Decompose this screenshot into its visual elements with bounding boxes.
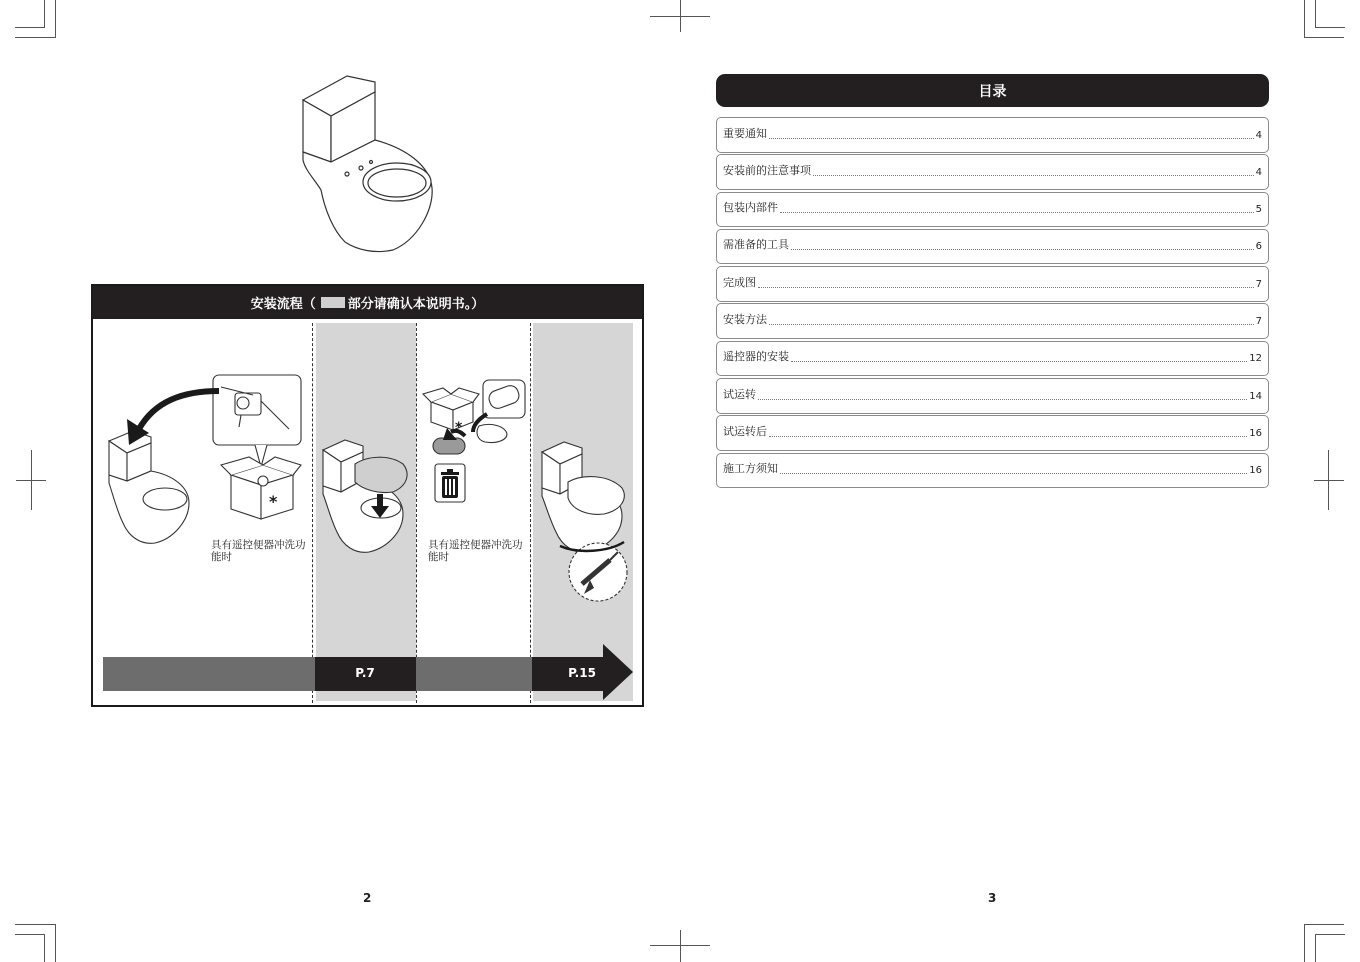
toc-item-page: 14	[1249, 390, 1262, 402]
crop-mark	[16, 480, 46, 481]
toc-item-label: 施工方须知	[723, 462, 778, 476]
crop-mark	[1304, 37, 1344, 38]
toc-dot-leader	[813, 175, 1254, 176]
toc-dot-leader	[791, 249, 1254, 250]
flow-title-note: 部分请确认本说明书。）	[347, 297, 485, 312]
crop-mark	[1315, 934, 1316, 962]
page-ref-p7: P.7	[355, 666, 375, 680]
toc-item-page: 4	[1255, 129, 1262, 141]
crop-mark	[1315, 934, 1345, 935]
svg-text:*: *	[269, 492, 278, 511]
toc-dot-leader	[769, 436, 1247, 437]
crop-mark	[650, 16, 710, 17]
toc-item-page: 4	[1255, 166, 1262, 178]
toc-dot-leader	[758, 287, 1254, 288]
step3-illustration	[421, 378, 531, 518]
install-flow-panel	[91, 284, 644, 707]
toilet-illustration	[295, 70, 440, 255]
toc-item-page: 12	[1249, 353, 1262, 365]
caption-step1: 具有遥控便器冲洗功能时	[211, 539, 306, 563]
toc-dot-leader	[769, 324, 1254, 325]
crop-mark	[15, 924, 55, 925]
toc-item-page: 16	[1249, 427, 1262, 439]
step4-illustration	[538, 434, 630, 602]
crop-mark	[1315, 0, 1316, 28]
crop-mark	[55, 0, 56, 38]
toc-item-label: 安装方法	[723, 312, 767, 326]
toc-dot-leader	[791, 361, 1247, 362]
toc-list	[716, 117, 1269, 490]
toc-item-after-test-run[interactable]	[716, 415, 1269, 451]
crop-mark	[15, 37, 55, 38]
toc-item-label: 包装内部件	[723, 201, 778, 215]
toc-dot-leader	[769, 138, 1254, 139]
toc-item-label: 安装前的注意事项	[723, 163, 811, 177]
toc-item-remote-installation[interactable]	[716, 341, 1269, 377]
crop-mark	[44, 0, 45, 28]
toc-item-installer-notes[interactable]	[716, 453, 1269, 489]
toc-item-completed-drawing[interactable]	[716, 266, 1269, 302]
crop-mark	[44, 934, 45, 962]
toc-item-label: 遥控器的安装	[723, 350, 789, 364]
toc-item-label: 试运转后	[723, 424, 767, 438]
crop-mark	[55, 924, 56, 962]
toc-dot-leader	[758, 399, 1247, 400]
crop-mark	[1314, 480, 1344, 481]
caption-step3: 具有遥控便器冲洗功能时	[428, 539, 523, 563]
crop-mark	[15, 934, 45, 935]
crop-mark	[650, 945, 710, 946]
page-ref-p15: P.15	[568, 666, 596, 680]
step2-illustration	[319, 434, 413, 554]
crop-mark	[1315, 27, 1345, 28]
toc-item-important-notice[interactable]	[716, 117, 1269, 153]
crop-mark	[15, 27, 45, 28]
toc-item-label: 完成图	[723, 275, 756, 289]
crop-mark	[680, 930, 681, 962]
crop-mark	[1304, 0, 1305, 38]
svg-text:*: *	[455, 420, 463, 436]
flow-title: 安装流程	[250, 297, 303, 312]
toc-item-page: 16	[1249, 465, 1262, 477]
gray-swatch-icon	[321, 297, 345, 308]
toc-item-precautions[interactable]	[716, 154, 1269, 190]
toc-item-page: 7	[1255, 315, 1262, 327]
toc-item-page: 6	[1255, 241, 1262, 253]
page-number-left: 2	[363, 891, 372, 905]
crop-mark	[1304, 924, 1344, 925]
toc-item-package-parts[interactable]	[716, 192, 1269, 228]
step1-illustration	[103, 371, 313, 551]
toc-item-test-run[interactable]	[716, 378, 1269, 414]
flow-title-open: （	[302, 297, 316, 312]
toc-item-page: 5	[1255, 204, 1262, 216]
toc-title: 目录	[716, 74, 1269, 107]
toc-item-label: 试运转	[723, 387, 756, 401]
crop-mark	[1304, 924, 1305, 962]
toc-dot-leader	[780, 212, 1254, 213]
toc-item-page: 7	[1255, 278, 1262, 290]
flow-header	[93, 286, 642, 319]
toc-item-installation-method[interactable]	[716, 303, 1269, 339]
page-number-right: 3	[988, 891, 997, 905]
toc-dot-leader	[780, 473, 1247, 474]
toc-item-label: 重要通知	[723, 126, 767, 140]
toc-item-tools[interactable]	[716, 229, 1269, 265]
toc-item-label: 需准备的工具	[723, 238, 789, 252]
